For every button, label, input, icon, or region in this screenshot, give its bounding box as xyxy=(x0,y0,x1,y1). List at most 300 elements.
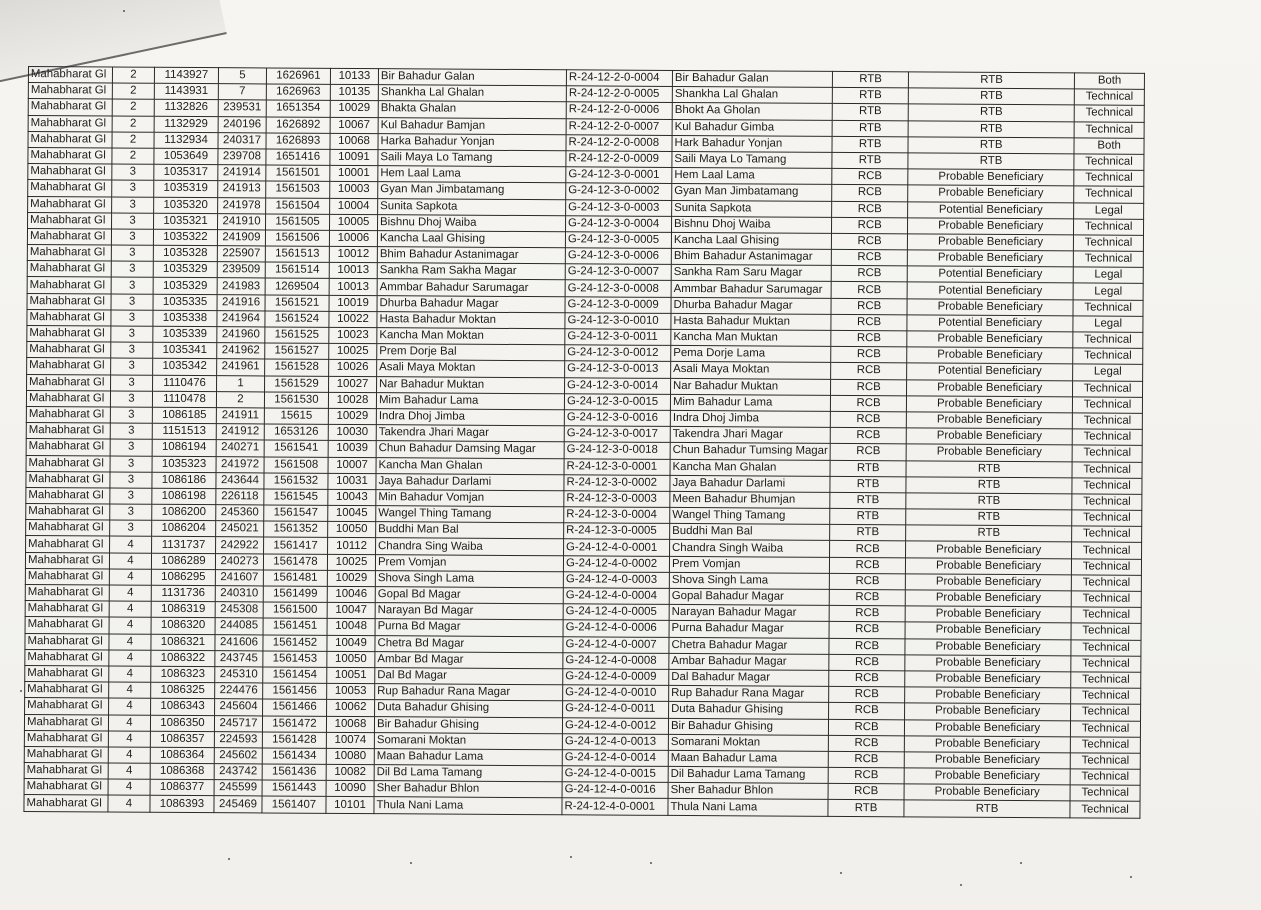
ward-cell: 3 xyxy=(111,229,153,245)
name-cell: Jaya Bahadur Darlami xyxy=(376,473,564,490)
beneficiary-code-cell: G-24-12-3-0-0005 xyxy=(565,232,671,249)
status-cell: Probable Beneficiary xyxy=(905,719,1071,736)
category-cell: RCB xyxy=(829,589,905,606)
site-cell: Mahabharat Gl xyxy=(26,504,110,521)
verification-type-cell: Technical xyxy=(1074,235,1144,252)
beneficiary-code-cell: R-24-12-2-0-0008 xyxy=(566,135,672,152)
ward-cell: 3 xyxy=(111,358,153,374)
scan-speck xyxy=(840,872,842,874)
household-id-cell: 1086185 xyxy=(152,407,216,424)
verified-name-cell: Dil Bahadur Lama Tamang xyxy=(668,766,828,783)
serial-cell: 10047 xyxy=(327,603,375,619)
verified-name-cell: Chun Bahadur Tumsing Magar xyxy=(670,443,830,460)
serial-cell: 10074 xyxy=(326,732,374,748)
category-cell: RCB xyxy=(832,233,908,250)
ward-cell: 4 xyxy=(108,731,150,747)
code-a-cell: 242922 xyxy=(216,537,264,553)
ward-cell: 4 xyxy=(108,763,150,779)
category-cell: RCB xyxy=(828,751,904,768)
site-cell: Mahabharat Gl xyxy=(27,374,111,391)
status-cell: Potential Beneficiary xyxy=(907,315,1073,332)
ward-cell: 3 xyxy=(111,245,153,261)
code-a-cell: 245308 xyxy=(215,602,263,618)
verified-name-cell: Gyan Man Jimbatamang xyxy=(672,184,832,201)
category-cell: RCB xyxy=(829,606,905,623)
ward-cell: 3 xyxy=(111,375,153,391)
ward-cell: 2 xyxy=(112,83,154,99)
status-cell: Potential Beneficiary xyxy=(907,282,1073,299)
verified-name-cell: Mim Bahadur Lama xyxy=(670,394,830,411)
site-cell: Mahabharat Gl xyxy=(28,164,112,181)
verification-type-cell: Technical xyxy=(1071,688,1141,705)
name-cell: Hasta Bahadur Moktan xyxy=(377,311,565,328)
ward-cell: 4 xyxy=(109,698,151,714)
code-b-cell: 1561417 xyxy=(264,537,328,554)
household-id-cell: 1132826 xyxy=(154,100,218,117)
verification-type-cell: Technical xyxy=(1074,154,1144,171)
code-b-cell: 1561436 xyxy=(262,764,326,781)
status-cell: Probable Beneficiary xyxy=(905,574,1071,591)
status-cell: RTB xyxy=(908,137,1074,154)
category-cell: RCB xyxy=(832,217,908,234)
name-cell: Harka Bahadur Yonjan xyxy=(378,133,566,150)
name-cell: Bhakta Ghalan xyxy=(378,101,566,118)
household-id-cell: 1035317 xyxy=(154,164,218,181)
serial-cell: 10003 xyxy=(330,182,378,198)
ward-cell: 3 xyxy=(110,391,152,407)
site-cell: Mahabharat Gl xyxy=(27,358,111,375)
scan-speck xyxy=(1020,862,1022,864)
category-cell: RCB xyxy=(830,557,906,574)
code-b-cell: 15615 xyxy=(264,408,328,425)
site-cell: Mahabharat Gl xyxy=(28,67,112,84)
status-cell: Probable Beneficiary xyxy=(908,185,1074,202)
code-a-cell: 243745 xyxy=(215,650,263,666)
serial-cell: 10005 xyxy=(330,214,378,230)
beneficiary-code-cell: G-24-12-3-0-0001 xyxy=(566,167,672,184)
verification-type-cell: Technical xyxy=(1072,510,1142,527)
name-cell: Indra Dhoj Jimba xyxy=(376,409,564,426)
code-b-cell: 1561521 xyxy=(265,295,329,312)
household-id-cell: 1132934 xyxy=(154,132,218,149)
serial-cell: 10082 xyxy=(326,764,374,780)
code-b-cell: 1561530 xyxy=(264,392,328,409)
status-cell: Probable Beneficiary xyxy=(904,736,1070,753)
code-b-cell: 1561452 xyxy=(263,635,327,652)
code-b-cell: 1561434 xyxy=(262,748,326,765)
ward-cell: 4 xyxy=(108,715,150,731)
code-a-cell: 241964 xyxy=(217,310,265,326)
name-cell: Dhurba Bahadur Magar xyxy=(377,295,565,312)
status-cell: RTB xyxy=(908,120,1074,137)
site-cell: Mahabharat Gl xyxy=(24,746,108,763)
household-id-cell: 1086322 xyxy=(151,650,215,667)
verified-name-cell: Pema Dorje Lama xyxy=(671,346,831,363)
beneficiary-code-cell: R-24-12-3-0-0003 xyxy=(564,491,670,508)
beneficiary-code-cell: R-24-12-2-0-0004 xyxy=(566,70,672,87)
site-cell: Mahabharat Gl xyxy=(24,730,108,747)
status-cell: RTB xyxy=(906,493,1072,510)
site-cell: Mahabharat Gl xyxy=(27,228,111,245)
serial-cell: 10068 xyxy=(330,133,378,149)
code-b-cell: 1561481 xyxy=(263,570,327,587)
status-cell: Probable Beneficiary xyxy=(907,299,1073,316)
ward-cell: 3 xyxy=(110,439,152,455)
site-cell: Mahabharat Gl xyxy=(25,649,109,666)
ward-cell: 3 xyxy=(112,197,154,213)
code-b-cell: 1561541 xyxy=(264,440,328,457)
scan-speck xyxy=(410,862,412,864)
verification-type-cell: Both xyxy=(1074,138,1144,155)
code-a-cell: 7 xyxy=(218,84,266,100)
beneficiary-table xyxy=(23,66,1145,818)
code-b-cell: 1561514 xyxy=(265,262,329,279)
serial-cell: 10022 xyxy=(329,311,377,327)
status-cell: Probable Beneficiary xyxy=(905,606,1071,623)
beneficiary-code-cell: G-24-12-3-0-0017 xyxy=(564,426,670,443)
code-a-cell: 243742 xyxy=(214,764,262,780)
ward-cell: 4 xyxy=(109,617,151,633)
serial-cell: 10048 xyxy=(327,619,375,635)
name-cell: Shankha Lal Ghalan xyxy=(378,85,566,102)
household-id-cell: 1086323 xyxy=(151,666,215,683)
household-id-cell: 1086320 xyxy=(151,618,215,635)
beneficiary-code-cell: G-24-12-4-0-0011 xyxy=(563,701,669,718)
status-cell: RTB xyxy=(906,460,1072,477)
household-id-cell: 1086364 xyxy=(150,747,214,764)
code-a-cell: 224593 xyxy=(214,731,262,747)
code-b-cell: 1561528 xyxy=(265,359,329,376)
name-cell: Sunita Sapkota xyxy=(378,198,566,215)
verification-type-cell: Technical xyxy=(1074,105,1144,122)
site-cell: Mahabharat Gl xyxy=(27,277,111,294)
serial-cell: 10112 xyxy=(328,538,376,554)
verified-name-cell: Purna Bahadur Magar xyxy=(669,621,829,638)
household-id-cell: 1151513 xyxy=(152,423,216,440)
code-b-cell: 1561506 xyxy=(265,230,329,247)
code-b-cell: 1561456 xyxy=(263,683,327,700)
verified-name-cell: Bir Bahadur Ghising xyxy=(668,718,828,735)
code-b-cell: 1626893 xyxy=(266,133,330,150)
category-cell: RCB xyxy=(832,185,908,202)
name-cell: Narayan Bd Magar xyxy=(375,603,563,620)
code-b-cell: 1561500 xyxy=(263,602,327,619)
household-id-cell: 1110476 xyxy=(153,375,217,392)
serial-cell: 10027 xyxy=(329,376,377,392)
code-b-cell: 1561478 xyxy=(263,554,327,571)
code-a-cell: 241909 xyxy=(217,230,265,246)
verified-name-cell: Gopal Bahadur Magar xyxy=(669,588,829,605)
verified-name-cell: Asali Maya Moktan xyxy=(671,362,831,379)
name-cell: Rup Bahadur Rana Magar xyxy=(375,684,563,701)
site-cell: Mahabharat Gl xyxy=(25,698,109,715)
serial-cell: 10031 xyxy=(328,473,376,489)
site-cell: Mahabharat Gl xyxy=(25,568,109,585)
serial-cell: 10023 xyxy=(329,327,377,343)
site-cell: Mahabharat Gl xyxy=(26,406,110,423)
code-a-cell: 241606 xyxy=(215,634,263,650)
scan-speck xyxy=(650,862,652,864)
household-id-cell: 1086198 xyxy=(152,488,216,505)
status-cell: RTB xyxy=(906,509,1072,526)
site-cell: Mahabharat Gl xyxy=(28,99,112,116)
beneficiary-code-cell: G-24-12-3-0-0006 xyxy=(565,248,671,265)
category-cell: RTB xyxy=(830,525,906,542)
serial-cell: 10090 xyxy=(326,781,374,797)
verification-type-cell: Technical xyxy=(1071,639,1141,656)
site-cell: Mahabharat Gl xyxy=(26,536,110,553)
serial-cell: 10025 xyxy=(327,554,375,570)
code-b-cell: 1626892 xyxy=(266,117,330,134)
ward-cell: 3 xyxy=(110,407,152,423)
site-cell: Mahabharat Gl xyxy=(28,212,112,229)
verification-type-cell: Technical xyxy=(1071,656,1141,673)
verification-type-cell: Technical xyxy=(1070,785,1140,802)
verification-type-cell: Technical xyxy=(1071,607,1141,624)
status-cell: RTB xyxy=(904,800,1070,817)
verified-name-cell: Kancha Man Muktan xyxy=(671,329,831,346)
ward-cell: 3 xyxy=(111,277,153,293)
site-cell: Mahabharat Gl xyxy=(27,293,111,310)
verified-name-cell: Meen Bahadur Bhumjan xyxy=(670,491,830,508)
status-cell: Probable Beneficiary xyxy=(907,250,1073,267)
name-cell: Shova Singh Lama xyxy=(375,570,563,587)
site-cell: Mahabharat Gl xyxy=(24,779,108,796)
code-a-cell: 241978 xyxy=(218,197,266,213)
verification-type-cell: Technical xyxy=(1074,186,1144,203)
verification-type-cell: Technical xyxy=(1073,380,1143,397)
category-cell: RCB xyxy=(828,784,904,801)
verification-type-cell: Technical xyxy=(1073,332,1143,349)
beneficiary-code-cell: G-24-12-3-0-0007 xyxy=(565,264,671,281)
scan-speck xyxy=(960,884,962,886)
ward-cell: 3 xyxy=(111,342,153,358)
serial-cell: 10091 xyxy=(330,149,378,165)
code-b-cell: 1651416 xyxy=(266,149,330,166)
verification-type-cell: Technical xyxy=(1074,219,1144,236)
verification-type-cell: Technical xyxy=(1072,542,1142,559)
code-a-cell: 241972 xyxy=(216,456,264,472)
site-cell: Mahabharat Gl xyxy=(25,601,109,618)
serial-cell: 10053 xyxy=(327,683,375,699)
category-cell: RCB xyxy=(830,541,906,558)
site-cell: Mahabharat Gl xyxy=(28,131,112,148)
status-cell: Probable Beneficiary xyxy=(904,752,1070,769)
ward-cell: 2 xyxy=(112,99,154,115)
category-cell: RTB xyxy=(830,492,906,509)
beneficiary-code-cell: G-24-12-3-0-0015 xyxy=(564,394,670,411)
beneficiary-code-cell: G-24-12-3-0-0008 xyxy=(565,280,671,297)
serial-cell: 10046 xyxy=(327,586,375,602)
site-cell: Mahabharat Gl xyxy=(24,763,108,780)
verified-name-cell: Kancha Man Ghalan xyxy=(670,459,830,476)
verified-name-cell: Indra Dhoj Jimba xyxy=(670,410,830,427)
serial-cell: 10030 xyxy=(328,424,376,440)
category-cell: RCB xyxy=(831,282,907,299)
status-cell: Probable Beneficiary xyxy=(905,590,1071,607)
status-cell: Probable Beneficiary xyxy=(907,379,1073,396)
verified-name-cell: Dal Bahadur Magar xyxy=(669,669,829,686)
verification-type-cell: Technical xyxy=(1072,494,1142,511)
code-b-cell: 1561466 xyxy=(263,699,327,716)
category-cell: RCB xyxy=(831,314,907,331)
beneficiary-code-cell: G-24-12-3-0-0010 xyxy=(565,313,671,330)
verified-name-cell: Bishnu Dhoj Waiba xyxy=(671,216,831,233)
category-cell: RTB xyxy=(832,104,908,121)
site-cell: Mahabharat Gl xyxy=(25,665,109,682)
verification-type-cell: Both xyxy=(1075,73,1145,90)
verified-name-cell: Ambar Bahadur Magar xyxy=(669,653,829,670)
ward-cell: 3 xyxy=(110,423,152,439)
status-cell: Probable Beneficiary xyxy=(906,428,1072,445)
code-b-cell: 1561499 xyxy=(263,586,327,603)
serial-cell: 10135 xyxy=(330,85,378,101)
ward-cell: 4 xyxy=(109,650,151,666)
category-cell: RCB xyxy=(829,719,905,736)
name-cell: Prem Vomjan xyxy=(375,554,563,571)
verification-type-cell: Legal xyxy=(1073,267,1143,284)
code-a-cell: 244085 xyxy=(215,618,263,634)
name-cell: Dal Bd Magar xyxy=(375,668,563,685)
verified-name-cell: Hem Laal Lama xyxy=(672,168,832,185)
verified-name-cell: Ammbar Bahadur Sarumagar xyxy=(671,281,831,298)
beneficiary-code-cell: R-24-12-2-0-0007 xyxy=(566,118,672,135)
verified-name-cell: Dhurba Bahadur Magar xyxy=(671,297,831,314)
household-id-cell: 1035322 xyxy=(153,229,217,246)
code-a-cell: 243644 xyxy=(216,472,264,488)
code-a-cell: 240271 xyxy=(216,440,264,456)
verified-name-cell: Saili Maya Lo Tamang xyxy=(672,151,832,168)
code-a-cell: 239509 xyxy=(217,262,265,278)
serial-cell: 10029 xyxy=(330,101,378,117)
name-cell: Bhim Bahadur Astanimagar xyxy=(377,247,565,264)
category-cell: RCB xyxy=(829,573,905,590)
serial-cell: 10028 xyxy=(328,392,376,408)
name-cell: Hem Laal Lama xyxy=(378,166,566,183)
verification-type-cell: Technical xyxy=(1070,753,1140,770)
status-cell: Probable Beneficiary xyxy=(908,169,1074,186)
category-cell: RCB xyxy=(831,330,907,347)
category-cell: RCB xyxy=(829,622,905,639)
ward-cell: 4 xyxy=(108,779,150,795)
verified-name-cell: Sher Bahadur Bhlon xyxy=(668,783,828,800)
verification-type-cell: Technical xyxy=(1070,737,1140,754)
site-cell: Mahabharat Gl xyxy=(28,115,112,132)
household-id-cell: 1035339 xyxy=(153,326,217,343)
beneficiary-code-cell: G-24-12-3-0-0012 xyxy=(565,345,671,362)
code-b-cell: 1561472 xyxy=(262,715,326,732)
status-cell: Potential Beneficiary xyxy=(907,363,1073,380)
serial-cell: 10045 xyxy=(328,505,376,521)
household-id-cell: 1086325 xyxy=(151,682,215,699)
household-id-cell: 1143927 xyxy=(154,67,218,84)
site-cell: Mahabharat Gl xyxy=(28,147,112,164)
code-b-cell: 1561504 xyxy=(266,197,330,214)
household-id-cell: 1035320 xyxy=(154,197,218,214)
status-cell: Probable Beneficiary xyxy=(905,622,1071,639)
ward-cell: 4 xyxy=(109,601,151,617)
verification-type-cell: Technical xyxy=(1072,461,1142,478)
code-a-cell: 241913 xyxy=(218,181,266,197)
category-cell: RCB xyxy=(828,767,904,784)
household-id-cell: 1035342 xyxy=(153,359,217,376)
category-cell: RCB xyxy=(829,638,905,655)
household-id-cell: 1086200 xyxy=(152,504,216,521)
serial-cell: 10049 xyxy=(327,635,375,651)
name-cell: Kancha Laal Ghising xyxy=(377,231,565,248)
code-a-cell: 241916 xyxy=(217,294,265,310)
code-a-cell: 226118 xyxy=(216,489,264,505)
status-cell: Probable Beneficiary xyxy=(906,541,1072,558)
code-b-cell: 1561547 xyxy=(264,505,328,522)
serial-cell: 10043 xyxy=(328,489,376,505)
ward-cell: 4 xyxy=(108,795,150,811)
household-id-cell: 1035323 xyxy=(152,456,216,473)
status-cell: RTB xyxy=(908,104,1074,121)
category-cell: RCB xyxy=(829,703,905,720)
beneficiary-code-cell: G-24-12-4-0-0014 xyxy=(562,750,668,767)
category-cell: RCB xyxy=(832,169,908,186)
status-cell: Probable Beneficiary xyxy=(908,234,1074,251)
category-cell: RTB xyxy=(832,120,908,137)
code-a-cell: 245360 xyxy=(216,505,264,521)
code-b-cell: 1561525 xyxy=(265,327,329,344)
code-a-cell: 225907 xyxy=(217,246,265,262)
household-id-cell: 1086186 xyxy=(152,472,216,489)
status-cell: RTB xyxy=(906,525,1072,542)
category-cell: RCB xyxy=(831,347,907,364)
category-cell: RCB xyxy=(828,735,904,752)
code-a-cell: 241912 xyxy=(216,424,264,440)
beneficiary-code-cell: G-24-12-3-0-0014 xyxy=(565,377,671,394)
verification-type-cell: Technical xyxy=(1072,429,1142,446)
status-cell: Probable Beneficiary xyxy=(905,687,1071,704)
verified-name-cell: Hark Bahadur Yonjan xyxy=(672,135,832,152)
ward-cell: 2 xyxy=(112,116,154,132)
name-cell: Chun Bahadur Damsing Magar xyxy=(376,441,564,458)
verified-name-cell: Shova Singh Lama xyxy=(669,572,829,589)
code-b-cell: 1651354 xyxy=(266,100,330,117)
ward-cell: 3 xyxy=(112,213,154,229)
status-cell: Probable Beneficiary xyxy=(907,347,1073,364)
beneficiary-code-cell: G-24-12-4-0-0001 xyxy=(564,539,670,556)
serial-cell: 10050 xyxy=(328,522,376,538)
code-b-cell: 1653126 xyxy=(264,424,328,441)
household-id-cell: 1086368 xyxy=(150,763,214,780)
verified-name-cell: Shankha Lal Ghalan xyxy=(672,87,832,104)
ward-cell: 3 xyxy=(112,164,154,180)
site-cell: Mahabharat Gl xyxy=(28,83,112,100)
code-b-cell: 1561501 xyxy=(266,165,330,182)
code-b-cell: 1561428 xyxy=(262,732,326,749)
name-cell: Gyan Man Jimbatamang xyxy=(378,182,566,199)
verified-name-cell: Sunita Sapkota xyxy=(672,200,832,217)
ward-cell: 4 xyxy=(109,682,151,698)
serial-cell: 10013 xyxy=(329,279,377,295)
name-cell: Min Bahadur Vomjan xyxy=(376,490,564,507)
name-cell: Nar Bahadur Muktan xyxy=(377,376,565,393)
ward-cell: 4 xyxy=(110,536,152,552)
category-cell: RCB xyxy=(829,670,905,687)
ward-cell: 4 xyxy=(108,747,150,763)
serial-cell: 10068 xyxy=(326,716,374,732)
category-cell: RTB xyxy=(832,152,908,169)
verified-name-cell: Duta Bahadur Ghising xyxy=(669,702,829,719)
site-cell: Mahabharat Gl xyxy=(26,471,110,488)
verification-type-cell: Technical xyxy=(1071,575,1141,592)
code-b-cell: 1561527 xyxy=(265,343,329,360)
name-cell: Gopal Bd Magar xyxy=(375,587,563,604)
